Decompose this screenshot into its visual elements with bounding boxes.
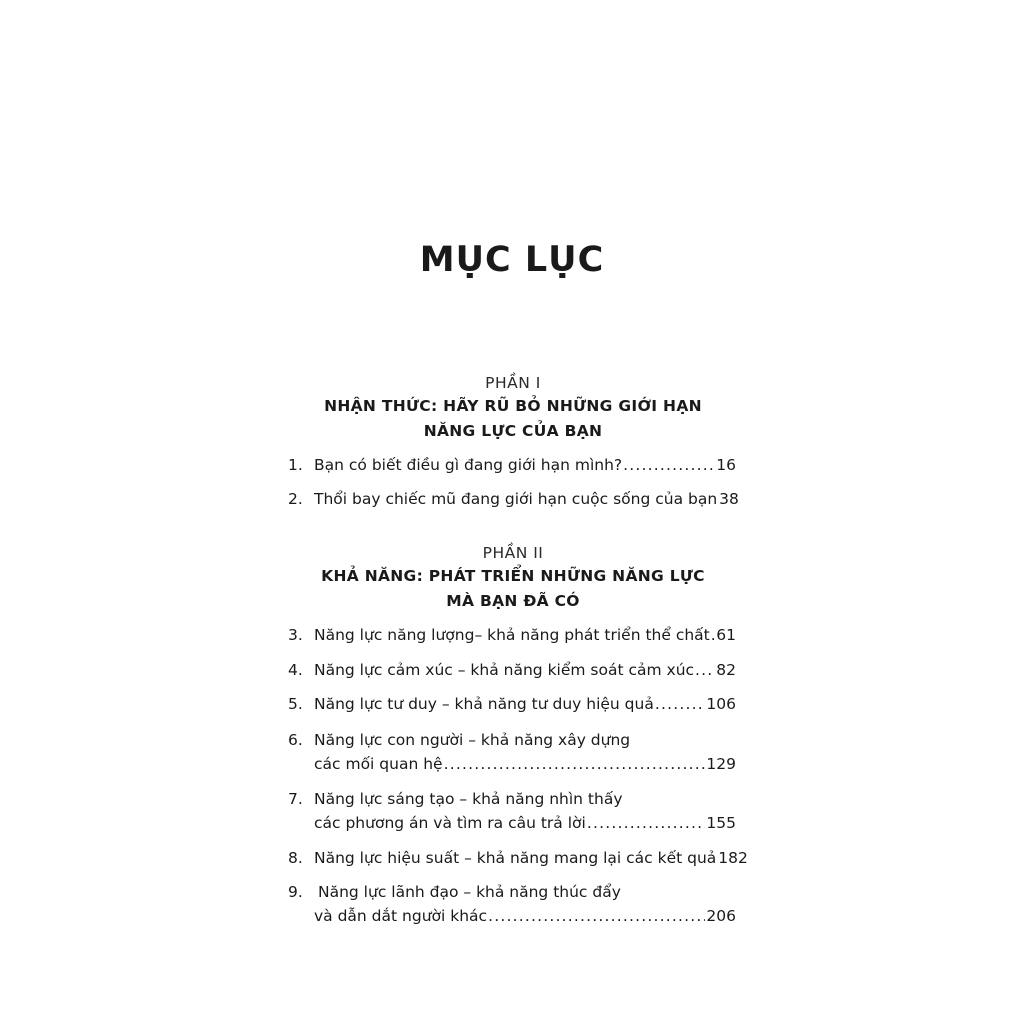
toc-entry[interactable] bbox=[288, 728, 736, 776]
toc-entry[interactable] bbox=[288, 846, 748, 870]
entry-title: Năng lực con người – khả năng xây dựng bbox=[314, 731, 631, 749]
entry-title: Thổi bay chiếc mũ đang giới hạn cuộc sống của bạn bbox=[314, 490, 718, 508]
part-heading-line: KHẢ NĂNG: PHÁT TRIỂN NHỮNG NĂNG LỰC bbox=[321, 567, 705, 585]
toc-entry[interactable] bbox=[288, 787, 736, 835]
part-label: PHẦN II bbox=[482, 544, 544, 562]
toc-entry[interactable] bbox=[288, 453, 736, 477]
entry-page-number: 61 bbox=[716, 626, 736, 644]
entry-number: 7. bbox=[288, 790, 303, 808]
entry-page-number: 129 bbox=[706, 755, 736, 773]
entry-title-continued: các phương án và tìm ra câu trả lời bbox=[314, 814, 586, 832]
entry-page-number: 206 bbox=[706, 907, 736, 925]
toc-entry[interactable] bbox=[288, 692, 736, 716]
dot-leader bbox=[444, 752, 706, 776]
entry-title: Năng lực tư duy – khả năng tư duy hiệu quả bbox=[314, 695, 654, 713]
entry-title: Năng lực năng lượng– khả năng phát triển thể chất bbox=[314, 626, 710, 644]
entry-title: Năng lực hiệu suất – khả năng mang lại các kết quả bbox=[314, 849, 717, 867]
dot-leader bbox=[587, 811, 706, 835]
part-heading-line: MÀ BẠN ĐÃ CÓ bbox=[446, 592, 580, 610]
entry-title-continued: và dẫn dắt người khác bbox=[314, 907, 488, 925]
dot-leader bbox=[695, 658, 715, 682]
part-2-header bbox=[288, 542, 738, 614]
toc-entry[interactable] bbox=[288, 658, 736, 682]
dot-leader bbox=[623, 453, 715, 477]
entry-number: 3. bbox=[288, 626, 303, 644]
entry-number: 8. bbox=[288, 849, 303, 867]
toc-entry[interactable] bbox=[288, 880, 736, 928]
part-heading-line: NHẬN THỨC: HÃY RŨ BỎ NHỮNG GIỚI HẠN bbox=[324, 397, 702, 415]
entry-number: 4. bbox=[288, 661, 303, 679]
entry-number: 2. bbox=[288, 490, 303, 508]
entry-page-number: 38 bbox=[719, 490, 739, 508]
dot-leader bbox=[488, 904, 705, 928]
entry-number: 9. bbox=[288, 883, 303, 901]
entry-page-number: 155 bbox=[706, 814, 736, 832]
entry-page-number: 106 bbox=[706, 695, 736, 713]
entry-title-continued: các mối quan hệ bbox=[314, 755, 443, 773]
dot-leader bbox=[655, 692, 706, 716]
part-label: PHẦN I bbox=[485, 374, 541, 392]
entry-number: 6. bbox=[288, 731, 303, 749]
entry-page-number: 182 bbox=[718, 849, 748, 867]
entry-title: Năng lực lãnh đạo – khả năng thúc đẩy bbox=[318, 883, 621, 901]
entry-page-number: 16 bbox=[716, 456, 736, 474]
entry-number: 5. bbox=[288, 695, 303, 713]
entry-title: Bạn có biết điều gì đang giới hạn mình? bbox=[314, 456, 623, 474]
toc-entry[interactable] bbox=[288, 623, 736, 647]
page-title: MỤC LỤC bbox=[419, 240, 605, 280]
part-1-header bbox=[288, 372, 738, 444]
entry-title: Năng lực sáng tạo – khả năng nhìn thấy bbox=[314, 790, 623, 808]
entry-number: 1. bbox=[288, 456, 303, 474]
dot-leader bbox=[711, 623, 716, 647]
part-heading-line: NĂNG LỰC CỦA BẠN bbox=[423, 422, 603, 440]
entry-page-number: 82 bbox=[716, 661, 736, 679]
entry-title: Năng lực cảm xúc – khả năng kiểm soát cảm xúc bbox=[314, 661, 695, 679]
toc-entry[interactable] bbox=[288, 487, 739, 511]
